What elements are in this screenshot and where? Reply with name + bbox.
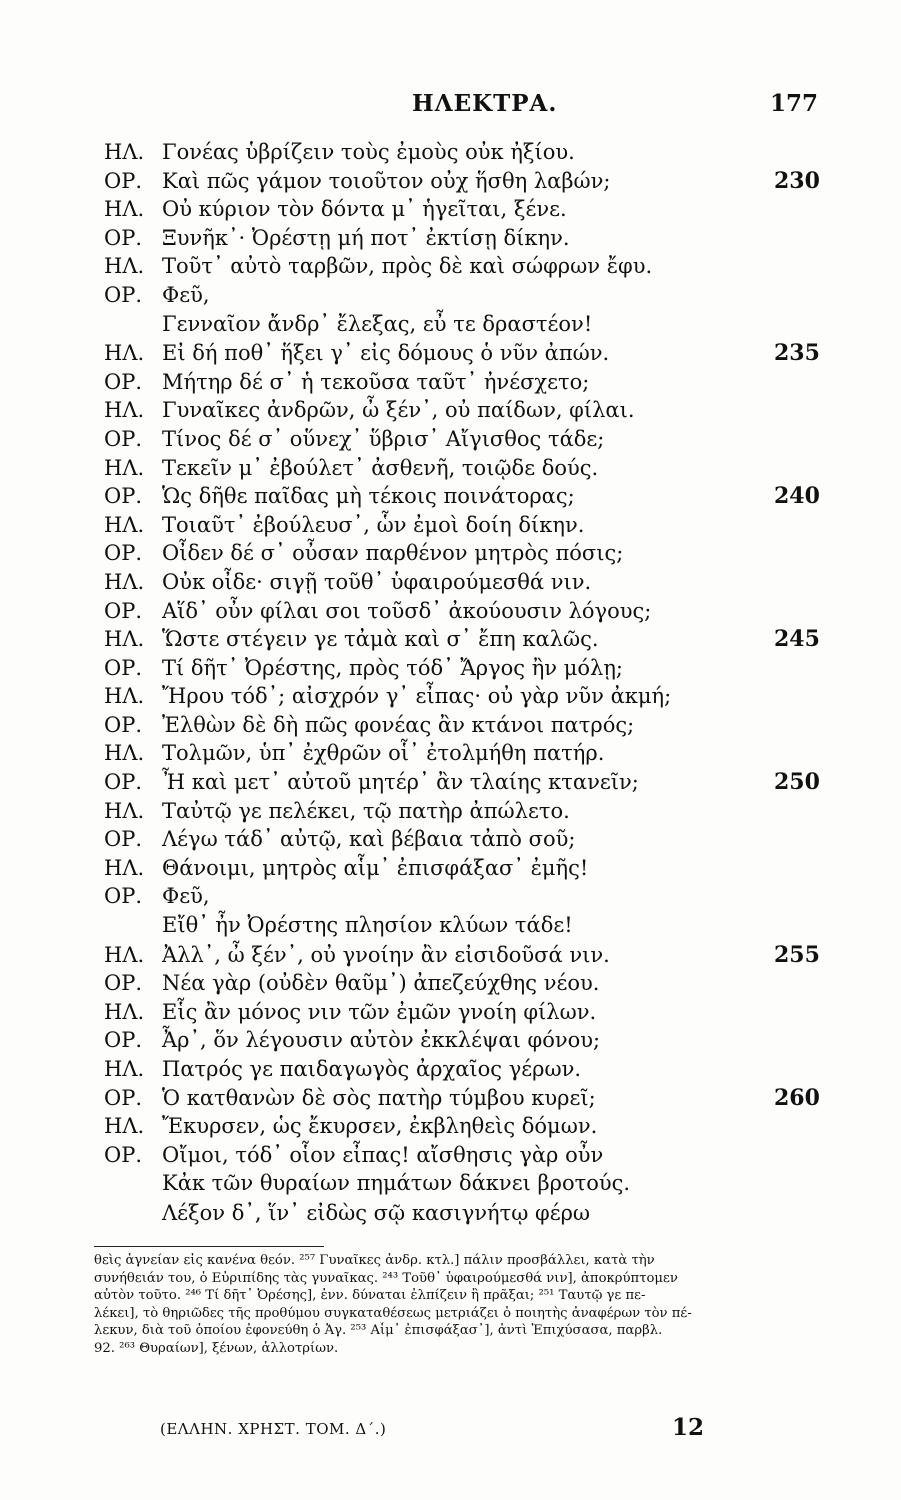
verse-text: Τολμῶν, ὑπ᾽ ἐχθρῶν οἷ᾽ ἐτολμήθη πατήρ.	[162, 741, 605, 766]
verse-line	[0, 882, 901, 911]
speaker-label: ΟΡ.	[104, 369, 143, 394]
verse-line	[0, 195, 901, 224]
verse-line	[0, 854, 901, 883]
speaker-label: ΗΛ.	[104, 942, 145, 967]
footnote-line: 92. ²⁶³ Θυραίων], ξένων, ἀλλοτρίων.	[94, 1340, 339, 1356]
verse-text: Λέξον δ᾽, ἵν᾽ εἰδὼς σῷ κασιγνήτῳ φέρω	[162, 1200, 591, 1225]
verse-text: Ὡς δῆθε παῖδας μὴ τέκοις ποινάτορας;	[162, 484, 575, 509]
verse-text: Τεκεῖν μ᾽ ἐβούλετ᾽ ἀσθενῆ, τοιῷδε δούς.	[162, 455, 599, 480]
verse-text: Γυναῖκες ἀνδρῶν, ὦ ξέν᾽, οὐ παίδων, φίλαι.	[162, 398, 635, 423]
speaker-label: ΗΛ.	[104, 627, 145, 652]
speaker-label: ΟΡ.	[104, 598, 143, 623]
verse-line	[0, 310, 901, 340]
verse-text: Γενναῖον ἄνδρ᾽ ἔλεξας, εὖ τε δραστέον!	[162, 311, 593, 336]
line-number: 235	[774, 340, 820, 367]
verse-text: Ἆρ᾽, ὅν λέγουσιν αὐτὸν ἐκκλέψαι φόνου;	[162, 1028, 601, 1053]
line-number: 255	[774, 941, 820, 968]
verse-text: Νέα γὰρ (οὐδὲν θαῦμ᾽) ἀπεζεύχθης νέου.	[162, 971, 600, 996]
verse-line	[0, 425, 901, 454]
speaker-label: ΗΛ.	[104, 140, 145, 164]
footnote-line: αὐτὸν τοῦτο. ²⁴⁶ Τί δῆτ᾽ Ὀρέσης], ἐνν. δύναται ἐλπίζειν ἢ πρᾶξαι; ²⁵¹ Ταυτῷ γε πε-	[94, 1288, 646, 1303]
speaker-label: ΟΡ.	[104, 655, 143, 680]
verse-text: Λέγω τάδ᾽ αὐτῷ, καὶ βέβαια τἀπὸ σοῦ;	[162, 827, 576, 852]
verse-line	[0, 1055, 901, 1084]
speaker-label: ΟΡ.	[104, 282, 143, 307]
line-number: 250	[774, 769, 820, 796]
verse-text: Εἷς ἂν μόνος νιν τῶν ἐμῶν γνοίη φίλων.	[162, 999, 597, 1024]
verse-line	[0, 969, 901, 998]
verse-line	[0, 511, 901, 540]
line-number: 230	[774, 167, 820, 194]
speaker-label: ΗΛ.	[104, 855, 145, 880]
verse-line	[0, 454, 901, 483]
verse-line	[0, 339, 901, 368]
verse-line	[0, 768, 901, 797]
footnote-line: συνήθειάν του, ὁ Εὐριπίδης τὰς γυναῖκας. ²⁴³ Τοῦθ᾽ ὑφαιρούμεσθά νιν], ἀποκρύπτομεν	[94, 1270, 678, 1286]
verse-line	[0, 711, 901, 740]
speaker-label: ΟΡ.	[104, 426, 143, 451]
verse-line	[0, 1199, 901, 1229]
footnotes	[94, 1252, 816, 1357]
verse-text: Ἦ καὶ μετ᾽ αὐτοῦ μητέρ᾽ ἂν τλαίης κτανεῖν;	[162, 770, 639, 795]
speaker-label: ΗΛ.	[104, 455, 145, 480]
speaker-label: ΟΡ.	[104, 827, 143, 852]
line-number: 260	[774, 1084, 820, 1111]
speaker-label: ΟΡ.	[104, 884, 143, 909]
verse-line	[0, 1112, 901, 1141]
speaker-label: ΗΛ.	[104, 798, 145, 823]
verse-text: Τοῦτ᾽ αὐτὸ ταρβῶν, πρὸς δὲ καὶ σώφρων ἔφυ.	[162, 254, 653, 279]
verse-text: Τοιαῦτ᾽ ἐβούλευσ᾽, ὧν ἐμοὶ δοίη δίκην.	[162, 512, 585, 537]
speaker-label: ΗΛ.	[104, 569, 145, 594]
verse-line	[0, 1141, 901, 1170]
speaker-label: ΗΛ.	[104, 1114, 145, 1139]
verse-text: Τί δῆτ᾽ Ὀρέστης, πρὸς τόδ᾽ Ἄργος ἢν μόλῃ;	[162, 655, 623, 680]
verse-line	[0, 1026, 901, 1055]
verse-text: Ὥστε στέγειν γε τἀμὰ καὶ σ᾽ ἔπη καλῶς.	[162, 627, 599, 652]
running-title: ΗΛΕΚΤΡΑ.	[412, 90, 558, 117]
verse-line	[0, 739, 901, 768]
page-footer	[0, 1414, 901, 1450]
speaker-label: ΗΛ.	[104, 684, 145, 709]
verse-line	[0, 1084, 901, 1113]
verse-text: Εἰ δή ποθ᾽ ἥξει γ᾽ εἰς δόμους ὁ νῦν ἀπών.	[162, 341, 610, 366]
verse-line	[0, 1169, 901, 1199]
speaker-label: ΗΛ.	[104, 254, 145, 279]
verse-line	[0, 368, 901, 397]
speaker-label: ΟΡ.	[104, 1142, 143, 1167]
verse-text: Φεῦ,	[162, 282, 210, 307]
verse-text: Καὶ πῶς γάμον τοιοῦτον οὐχ ἥσθη λαβών;	[162, 168, 611, 193]
verse-text: Ξυνῆκ᾽· Ὀρέστῃ μή ποτ᾽ ἐκτίσῃ δίκην.	[162, 225, 570, 250]
page-number: 177	[770, 90, 819, 117]
speaker-label: ΗΛ.	[104, 1057, 145, 1081]
verse-text: Οὐκ οἶδε· σιγῇ τοῦθ᾽ ὑφαιρούμεσθά νιν.	[162, 569, 592, 594]
verse-text: Γονέας ὑβρίζειν τοὺς ἐμοὺς οὐκ ἠξίου.	[162, 140, 575, 164]
footnote-line: θεὶς ἁγνείαν εἰς κανένα θεόν. ²⁵⁷ Γυναῖκες ἀνδρ. κτλ.] πάλιν προσβάλλει, κατὰ τὴν	[94, 1253, 655, 1268]
verse-text: Ἐλθὼν δὲ δὴ πῶς φονέας ἂν κτάνοι πατρός;	[162, 712, 635, 737]
verse-line	[0, 797, 901, 826]
verse-text: Κἀκ τῶν θυραίων πημάτων δάκνει βροτούς.	[162, 1171, 631, 1196]
verse-text: Αἵδ᾽ οὖν φίλαι σοι τοῦσδ᾽ ἀκούουσιν λόγους;	[162, 598, 652, 623]
verse-text: Οἶδεν δέ σ᾽ οὖσαν παρθένον μητρὸς πόσις;	[162, 541, 624, 566]
verse-text: Ἤρου τόδ᾽; αἰσχρόν γ᾽ εἶπας· οὐ γὰρ νῦν ἀκμή;	[162, 684, 672, 709]
speaker-label: ΗΛ.	[104, 398, 145, 423]
verse-line	[0, 167, 901, 196]
signature-number: 12	[672, 1414, 705, 1441]
verse-text: Πατρός γε παιδαγωγὸς ἀρχαῖος γέρων.	[162, 1057, 582, 1081]
verse-block	[0, 138, 901, 1229]
verse-text: Ὁ κατθανὼν δὲ σὸς πατὴρ τύμβου κυρεῖ;	[162, 1085, 596, 1110]
footnote-line: λέκει], τὸ θηριῶδες τῆς προθύμου συγκαταθέσεως μετριάζει ὁ ποιητὴς ἀναφέρων τὸν πέ-	[94, 1305, 692, 1321]
verse-text: Οὐ κύριον τὸν δόντα μ᾽ ἡγεῖται, ξένε.	[162, 197, 567, 222]
speaker-label: ΟΡ.	[104, 168, 143, 193]
speaker-label: ΟΡ.	[104, 1028, 143, 1053]
verse-text: Οἴμοι, τόδ᾽ οἷον εἶπας! αἴσθησις γὰρ οὖν	[162, 1142, 604, 1167]
speaker-label: ΟΡ.	[104, 770, 143, 795]
verse-line	[0, 654, 901, 683]
speaker-label: ΗΛ.	[104, 512, 145, 537]
verse-line	[0, 281, 901, 310]
verse-text: Ταὐτῷ γε πελέκει, τῷ πατὴρ ἀπώλετο.	[162, 798, 570, 823]
verse-text: Μήτηρ δέ σ᾽ ἡ τεκοῦσα ταῦτ᾽ ἠνέσχετο;	[162, 369, 590, 394]
verse-line	[0, 682, 901, 711]
verse-text: Φεῦ,	[162, 884, 210, 909]
speaker-label: ΟΡ.	[104, 484, 143, 509]
running-head	[0, 90, 901, 120]
footnote-line: λεκυν, διὰ τοῦ ὁποίου ἐφονεύθη ὁ Ἀγ. ²⁵³ Αἷμ᾽ ἐπισφάξασ᾽], ἀντὶ Ἐπιχύσασα, παρβλ.	[94, 1323, 663, 1338]
verse-text: Εἴθ᾽ ἦν Ὀρέστης πλησίον κλύων τάδε!	[162, 913, 573, 938]
verse-line	[0, 539, 901, 568]
speaker-label: ΗΛ.	[104, 999, 145, 1024]
verse-line	[0, 224, 901, 253]
verse-line	[0, 568, 901, 597]
speaker-label: ΟΡ.	[104, 712, 143, 737]
verse-line	[0, 911, 901, 941]
verse-line	[0, 252, 901, 281]
verse-line	[0, 941, 901, 970]
speaker-label: ΗΛ.	[104, 741, 145, 766]
verse-line	[0, 138, 901, 167]
line-number: 240	[774, 483, 820, 510]
speaker-label: ΗΛ.	[104, 341, 145, 366]
footnote-rule	[94, 1246, 324, 1247]
speaker-label: ΗΛ.	[104, 197, 145, 222]
speaker-label: ΟΡ.	[104, 225, 143, 250]
printer-signature: (ΕΛΛΗΝ. ΧΡΗΣΤ. ΤΟΜ. Δ΄.)	[160, 1420, 387, 1438]
speaker-label: ΟΡ.	[104, 541, 143, 566]
verse-text: Ἀλλ᾽, ὦ ξέν᾽, οὐ γνοίην ἂν εἰσιδοῦσά νιν.	[162, 942, 610, 967]
line-number: 245	[774, 626, 820, 653]
verse-text: Ἔκυρσεν, ὡς ἔκυρσεν, ἐκβληθεὶς δόμων.	[162, 1114, 598, 1139]
verse-line	[0, 396, 901, 425]
verse-line	[0, 597, 901, 626]
verse-line	[0, 482, 901, 511]
verse-text: Τίνος δέ σ᾽ οὕνεχ᾽ ὕβρισ᾽ Αἴγισθος τάδε;	[162, 426, 605, 451]
verse-line	[0, 825, 901, 854]
verse-text: Θάνοιμι, μητρὸς αἷμ᾽ ἐπισφάξασ᾽ ἐμῆς!	[162, 855, 589, 880]
verse-line	[0, 998, 901, 1027]
verse-line	[0, 625, 901, 654]
speaker-label: ΟΡ.	[104, 971, 143, 996]
speaker-label: ΟΡ.	[104, 1085, 143, 1110]
